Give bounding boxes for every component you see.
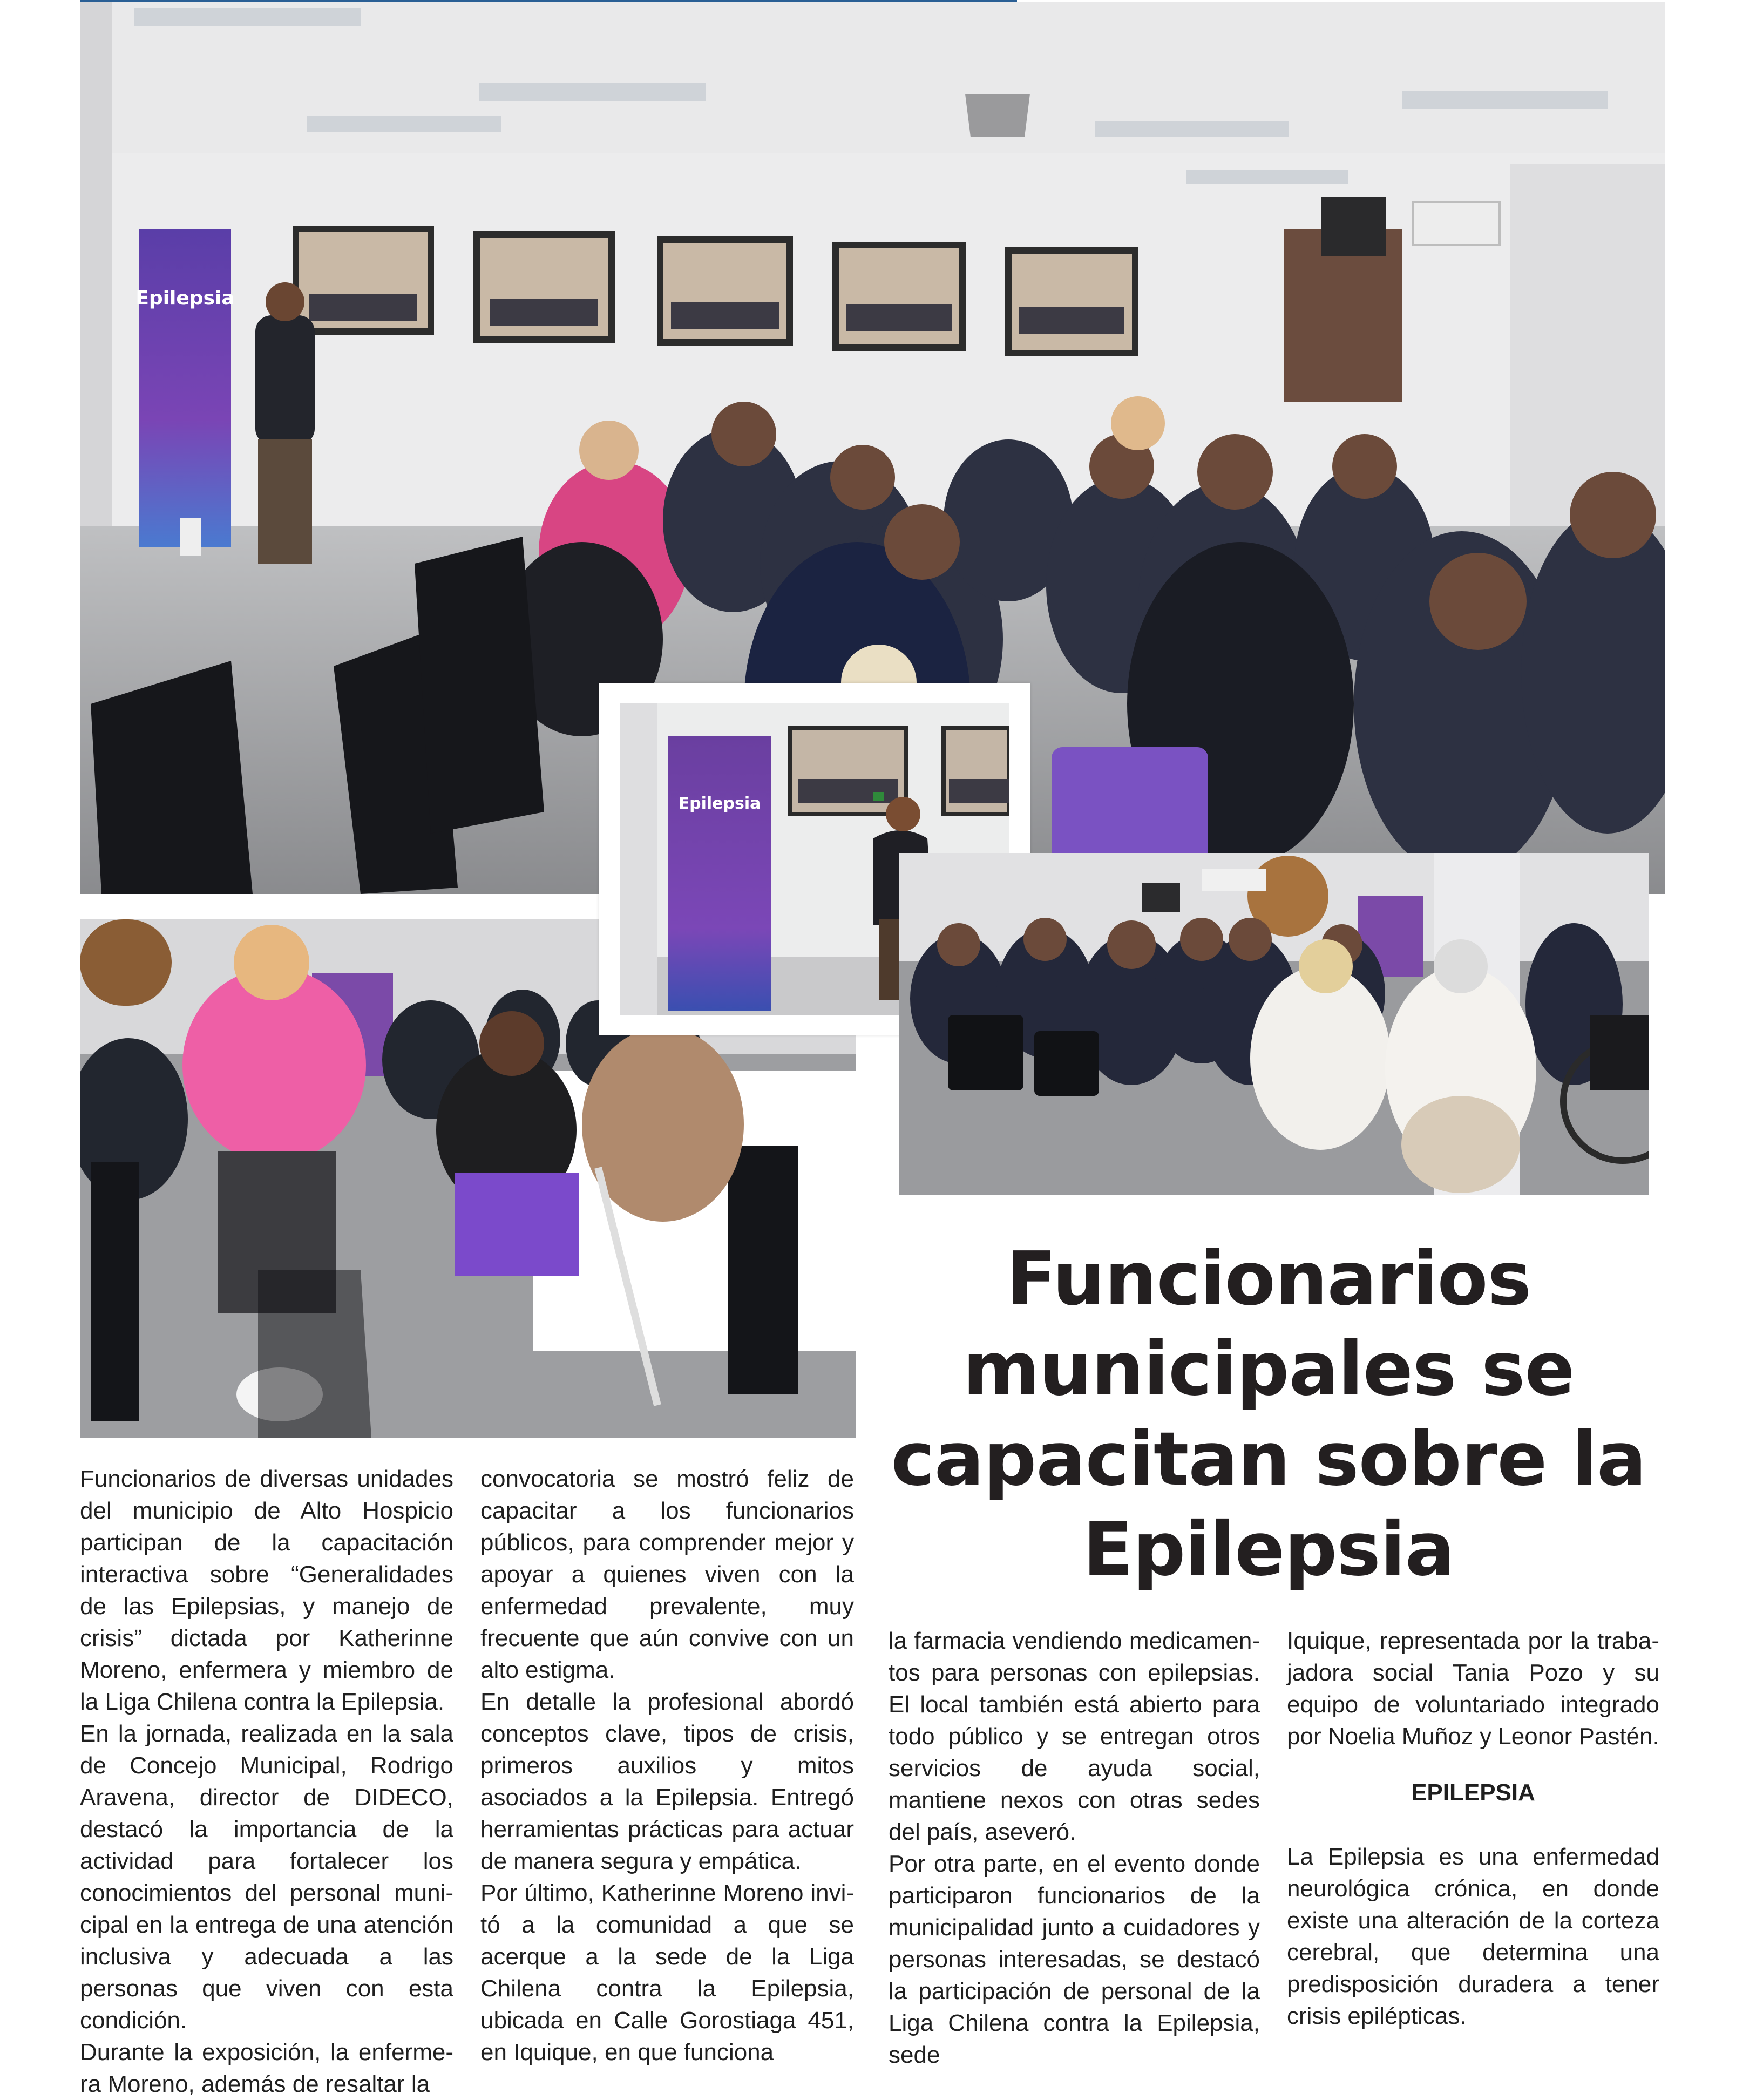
paragraph-7: La Epilepsia es una enfermedad neurológica crónica, en donde existe una alteración de la corteza cerebral, que determina una predisposición duradera a tener crisis epilépticas. — [1287, 1844, 1659, 2029]
photo-volunteers — [899, 853, 1649, 1195]
paragraph-2: En la jornada, realizada en la sala de Concejo Municipal, Rodrigo Aravena, director de DIDECO, destacó la importancia de la actividad para fortalecer los conocimientos del personal municipal en la entrega de una atención inclusiva y adecuada a las personas que viven con esta condición. — [80, 1720, 453, 2034]
paragraph-6-start: Por otra parte, en el evento donde participaron funcionarios de la municipalidad junto a cuidadores y personas interesadas, se destacó la participación de personal de la Liga Chilena contra la Epilepsia, sede — [889, 1851, 1260, 2068]
svg-text:Epilepsia: Epilepsia — [135, 287, 235, 309]
photo-volunteers-art — [899, 853, 1649, 1195]
paragraph-3-start: Durante la exposición, la enfermera Moreno, además de resaltar la — [80, 2039, 453, 2097]
paragraph-5-end: la farmacia vendiendo medicamentos para personas con epilepsias. El local también está abierto para todo público y se entregan otros servicios de ayuda social, mantiene nexos con otras sedes del país, aseveró. — [889, 1628, 1260, 1845]
article-column-3 — [889, 1625, 1260, 2071]
paragraph-3-end: convocatoria se mostró feliz de capacitar a los funcionarios públicos, para comprender mejor y apoyar a quienes viven con la enfermedad prevalente, muy frecuente que aún convive con un alto estigma. — [480, 1466, 854, 1683]
section-subhead: EPILEPSIA — [1411, 1779, 1535, 1806]
article-column-1 — [80, 1463, 453, 2100]
article-headline: Funcionarios municipales se capacitan sobre la Epilepsia — [891, 1236, 1646, 1593]
paragraph-5-start: Por último, Katherinne Moreno invitó a la comunidad a que se acerque a la sede de la Liga Chilena contra la Epilepsia, ubicada en Calle Gorostiaga 451, en Iquique, en que funciona — [480, 1880, 854, 2065]
banner-epilepsia-center — [668, 736, 771, 1011]
article-column-4 — [1287, 1625, 1659, 2032]
paragraph-6-end: Iquique, representada por la trabajadora social Tania Pozo y su equipo de voluntariado integrado por Noelia Muñoz y Leonor Pastén. — [1287, 1628, 1659, 1750]
article-column-2 — [480, 1463, 854, 2068]
paragraph-1: Funcionarios de diversas unidades del municipio de Alto Hospicio participan de la capacitación interactiva sobre “Generalidades de las Epilepsias, y manejo de crisis” dictada por Katherinne Moreno, enfermera y miembro de la Liga Chilena contra la Epilepsia. — [80, 1466, 453, 1715]
paragraph-4: En detalle la profesional abordó conceptos clave, tipos de crisis, primeros auxilios y mitos asociados a la Epilepsia. Entregó herramientas prácticas para actuar de manera segura y empática. — [480, 1689, 854, 1874]
banner-epilepsia — [139, 229, 231, 547]
banner-word: Epilepsia — [678, 794, 761, 813]
